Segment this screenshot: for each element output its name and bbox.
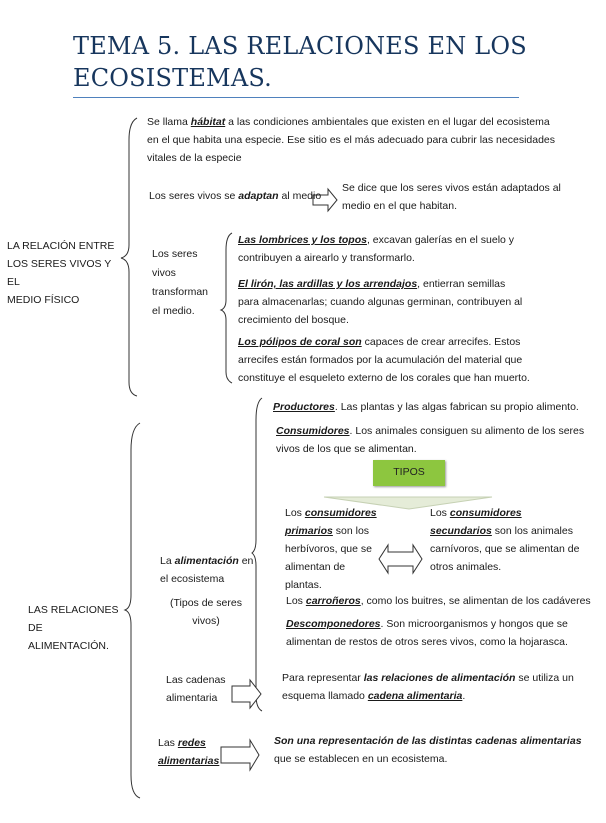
term-adaptan: adaptan: [238, 190, 279, 202]
descomponedores-text: [286, 615, 571, 651]
arrow-redes-icon: [221, 740, 259, 770]
term: Descomponedores: [286, 618, 381, 630]
brace-section-1: [121, 118, 137, 396]
term: carroñeros: [305, 595, 361, 607]
adaptan-text: [149, 187, 322, 205]
term: redes alimentarias: [158, 737, 220, 767]
term: alimentación: [174, 555, 239, 567]
term: Los pólipos de coral son: [238, 336, 362, 348]
text: Los: [430, 507, 450, 519]
label-line: LA RELACIÓN ENTRE: [7, 240, 115, 252]
text: , entierran semillas para almacenarlas; cuando algunas germinan, contribuyen al crecimiento del bosque.: [238, 278, 523, 326]
transforman-item: [238, 333, 548, 387]
term: Consumidores: [276, 425, 350, 437]
text: Las: [158, 737, 178, 749]
text: Los: [285, 507, 305, 519]
text: . Son microorganismos y hongos que se alimentan de restos de otros seres vivos, como la hojarasca.: [286, 618, 568, 648]
text: son los herbívoros, que se alimentan de plantas.: [285, 525, 372, 591]
redes-label: [158, 734, 222, 770]
text: al medio: [278, 190, 322, 202]
term: Productores: [273, 401, 335, 413]
tipos-seres-vivos: (Tipos de seres vivos): [170, 597, 242, 627]
text: en el ecosistema: [160, 555, 254, 585]
productores-text: [273, 398, 603, 416]
text: . Las plantas y las algas fabrican su propio alimento.: [334, 401, 579, 413]
transforman-label: Los seres vivos transforman el medio.: [152, 248, 209, 317]
text: .: [462, 690, 466, 702]
term: consumidores secundarios: [430, 507, 522, 537]
transforman-item: [238, 231, 528, 267]
text: , excavan galerías en el suelo y contribuyen a airearlo y transformarlo.: [238, 234, 515, 264]
text: capaces de crear arrecifes. Estos arrecifes están formados por la acumulación del material que constituye el esqueleto externo de los corales que han muerto.: [238, 336, 530, 384]
text: Se llama: [147, 116, 191, 128]
term: Las lombrices y los topos: [238, 234, 367, 246]
section-1-label: [7, 237, 122, 309]
title-line-2: ECOSISTEMAS.: [73, 64, 272, 92]
term: las relaciones de alimentación: [363, 672, 516, 684]
tipos-box: TIPOS: [373, 460, 445, 486]
double-arrow-icon: [379, 545, 422, 573]
secundarios-text: [430, 504, 580, 576]
alimentacion-label: [160, 552, 255, 588]
text: se utiliza un esquema llamado: [282, 672, 574, 702]
term: consumidores primarios: [285, 507, 377, 537]
text: Los: [286, 595, 306, 607]
title-line-1: TEMA 5. LAS RELACIONES EN LOS: [73, 32, 527, 60]
term-habitat: hábitat: [190, 116, 226, 128]
consumidores-text: [276, 422, 586, 458]
text: . Los animales consiguen su alimento de los seres vivos de los que se alimentan.: [276, 425, 585, 455]
label-line: LAS RELACIONES DE: [28, 604, 119, 634]
adaptan-result: Se dice que los seres vivos están adaptados al medio en el que habitan.: [342, 182, 561, 212]
cadenas-label: Las cadenas alimentaria: [166, 674, 226, 704]
transforman-item: [238, 275, 528, 329]
section-2-label: [28, 601, 128, 655]
label-line: MEDIO FÍSICO: [7, 294, 80, 306]
text: Los seres vivos se: [149, 190, 239, 202]
term: cadena alimentaria: [367, 690, 463, 702]
text: , como los buitres, se alimentan de los cadáveres: [360, 595, 591, 607]
text: La: [160, 555, 175, 567]
label-line: LOS SERES VIVOS Y EL: [7, 258, 112, 288]
term: El lirón, las ardillas y los arrendajos: [238, 278, 418, 290]
carroneros-text: [286, 592, 606, 610]
primarios-text: [285, 504, 377, 594]
text: a las condiciones ambientales que existen en el lugar del ecosistema en el que habita una especie. Ese sitio es el más adecuado para cubrir las necesidades vitales de la especie: [147, 116, 556, 164]
text: son los animales carnívoros, que se alimentan de otros animales.: [430, 525, 580, 573]
cadenas-text: [282, 669, 582, 705]
habitat-paragraph: [147, 113, 557, 167]
brace-transforman: [221, 233, 232, 383]
text: que se establecen en un ecosistema.: [274, 753, 448, 765]
text: Para representar: [282, 672, 364, 684]
term: Son una representación de las distintas cadenas alimentarias: [274, 735, 582, 747]
label-line: ALIMENTACIÓN.: [28, 640, 109, 652]
redes-text: [274, 732, 594, 768]
